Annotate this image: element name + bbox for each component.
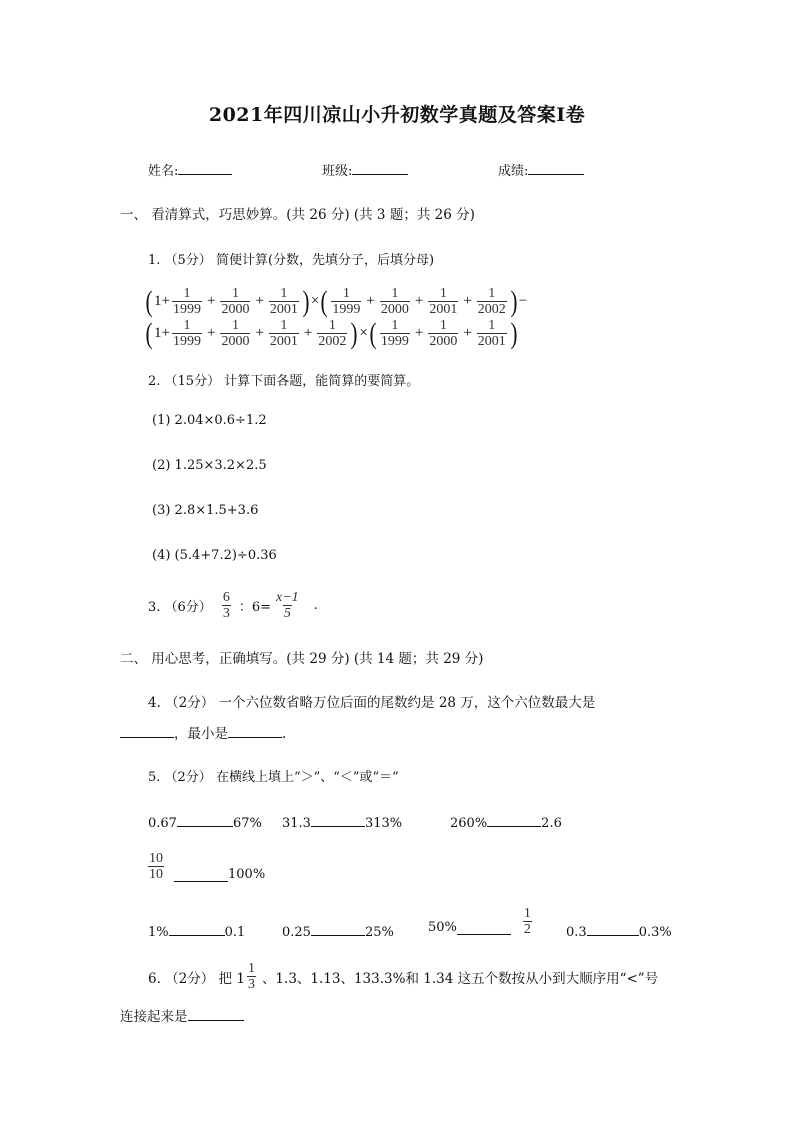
q5-blank[interactable] xyxy=(177,812,233,827)
fraction: $\frac{1}{1999}$ xyxy=(380,318,409,349)
q3-line xyxy=(148,590,318,621)
q6-blank[interactable] xyxy=(188,1006,244,1021)
q2-item-1: (1) 2.04×0.6÷1.2 xyxy=(152,413,267,428)
q5-fraction-ten-tenths: $\frac{10}{10}$ xyxy=(149,851,163,882)
score-blank[interactable] xyxy=(528,160,584,175)
q5-compare-7: 50% $\frac{1}{2}$ xyxy=(428,906,531,937)
q4-blank-min[interactable] xyxy=(228,723,282,738)
q3-prefix: 3. （6分） xyxy=(148,600,212,615)
q1-text: 1. （5分） 简便计算(分数，先填分子，后填分母) xyxy=(148,253,435,268)
q5-compare-6: 0.25 25% xyxy=(282,921,394,940)
q5-blank[interactable] xyxy=(487,812,541,827)
fraction: $\frac{1}{2002}$ xyxy=(318,318,347,349)
q1-expression-line1: ( 1+ $\frac{1}{1999}$ + $\frac{1}{2000}$ + $\frac{1}{2001}$ ) × ( $\frac{1}{1999}$ + $\frac{1}{2000}$ + $\frac{1}{2001}$ + $\frac{1}{2002}$ ) − xyxy=(145,284,528,318)
q4-line2: ，最小是 . xyxy=(120,722,286,742)
q3-end: . xyxy=(313,598,318,613)
class-label: 班级: xyxy=(322,164,353,179)
fraction: $\frac{1}{2000}$ xyxy=(221,286,250,317)
fraction: $\frac{1}{1999}$ xyxy=(172,286,201,317)
q5-compare-8: 0.3 0.3% xyxy=(566,921,672,940)
q2-item-4: (4) (5.4+7.2)÷0.36 xyxy=(152,548,277,563)
score-label: 成绩: xyxy=(498,164,529,179)
q5-text: 5. （2分） 在横线上填上“＞”、“＜”或“＝” xyxy=(148,770,399,785)
q6-line1: 6. （2分） 把 1 $\frac{1}{3}$ 、1.3、1.13、133.3%和 1.34 这五个数按从小到大顺序用“<”号 xyxy=(148,961,659,992)
q1-expression-line2: ( 1+ $\frac{1}{1999}$ + $\frac{1}{2000}$ + $\frac{1}{2001}$ + $\frac{1}{2002}$ ) × ( $\frac{1}{1999}$ + $\frac{1}{2000}$ + $\frac{1}{2001}$ ) xyxy=(145,316,518,350)
q5-blank[interactable] xyxy=(174,867,228,882)
fraction: $\frac{1}{1999}$ xyxy=(172,318,201,349)
section2-heading: 二、 用心思考，正确填写。(共 29 分) (共 14 题；共 29 分) xyxy=(120,651,484,667)
fraction: $\frac{1}{2001}$ xyxy=(477,318,506,349)
fraction: $\frac{1}{2001}$ xyxy=(429,286,458,317)
fraction: $\frac{1}{2000}$ xyxy=(429,318,458,349)
q5-compare-5: 1% 0.1 xyxy=(148,921,245,940)
name-field xyxy=(148,160,232,179)
name-label: 姓名: xyxy=(148,164,179,179)
fraction: $\frac{1}{2001}$ xyxy=(269,286,298,317)
fraction: $\frac{1}{2002}$ xyxy=(477,286,506,317)
name-blank[interactable] xyxy=(178,160,232,175)
class-blank[interactable] xyxy=(352,160,408,175)
score-field xyxy=(498,160,584,179)
class-field xyxy=(322,160,408,179)
q5-compare-3: 260% 2.6 xyxy=(450,812,562,831)
q5-blank[interactable] xyxy=(587,921,639,936)
fraction: $\frac{1}{2000}$ xyxy=(221,318,250,349)
q4-line1: 4. （2分） 一个六位数省略万位后面的尾数约是 28 万，这个六位数最大是 xyxy=(148,695,596,711)
fraction: $\frac{1}{1999}$ xyxy=(332,286,361,317)
q5-blank[interactable] xyxy=(169,921,225,936)
q6-line2: 连接起来是 xyxy=(120,1005,244,1025)
q5-blank[interactable] xyxy=(311,921,365,936)
q5-blank[interactable] xyxy=(311,812,365,827)
q2-item-2: (2) 1.25×3.2×2.5 xyxy=(152,458,267,473)
fraction: $\frac{1}{2001}$ xyxy=(269,318,298,349)
q5-compare-2: 31.3 313% xyxy=(282,812,402,831)
fraction: $\frac{1}{2000}$ xyxy=(380,286,409,317)
q3-fraction-left: $\frac{6}{3}$ xyxy=(222,590,230,621)
q5-compare-1: 0.67 67% xyxy=(148,812,262,831)
q3-fraction-right: $\frac{x-1}{5}$ xyxy=(275,590,299,621)
q2-item-3: (3) 2.8×1.5+3.6 xyxy=(152,503,259,518)
q5-blank[interactable] xyxy=(457,920,511,935)
section1-heading: 一、 看清算式，巧思妙算。(共 26 分) (共 3 题；共 26 分) xyxy=(120,207,475,223)
q6-fraction: $\frac{1}{3}$ xyxy=(247,961,255,992)
q5-compare-4: $\frac{10}{10}$ 100% xyxy=(149,851,266,882)
q4-blank-max[interactable] xyxy=(120,723,174,738)
q3-mid: ：6= xyxy=(238,600,271,615)
q2-text: 2. （15分） 计算下面各题，能简算的要简算。 xyxy=(148,374,420,389)
page-title: 2021年四川凉山小升初数学真题及答案Ⅰ卷 xyxy=(208,104,586,126)
q5-fraction-half: $\frac{1}{2}$ xyxy=(523,906,531,937)
